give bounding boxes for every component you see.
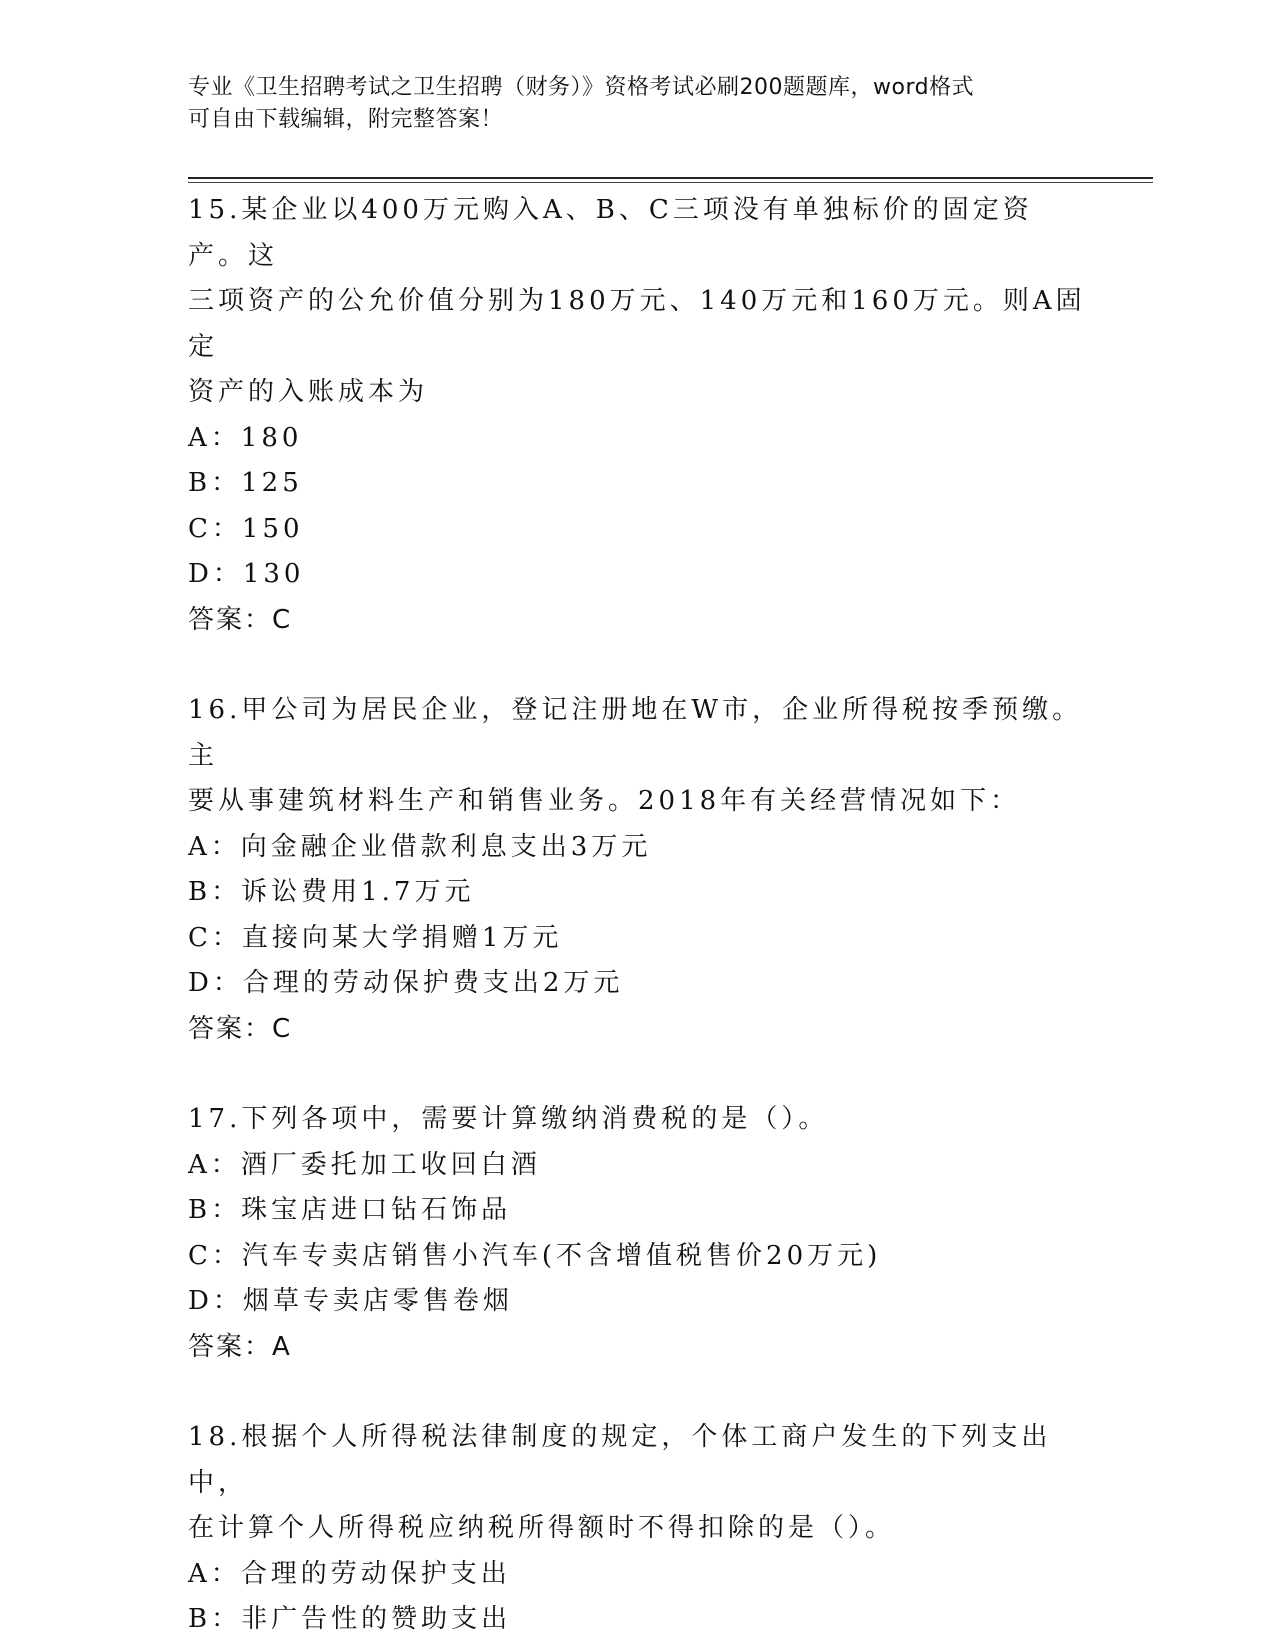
option-a: A：180 <box>188 422 303 453</box>
option-a: A：酒厂委托加工收回白酒 <box>188 1149 541 1180</box>
question-16 <box>188 688 1088 1052</box>
answer-line: 答案：C <box>188 1013 293 1044</box>
option-d: D：130 <box>188 559 305 589</box>
question-stem-line: 16.甲公司为居民企业，登记注册地在W市，企业所得税按季预缴。主 <box>188 695 1083 771</box>
question-17 <box>188 1097 1088 1370</box>
question-stem-line: 18.根据个人所得税法律制度的规定，个体工商户发生的下列支出中， <box>188 1422 1052 1498</box>
option-c: C：150 <box>188 513 304 544</box>
question-list <box>188 188 1088 1643</box>
option-a: A：合理的劳动保护支出 <box>188 1558 511 1589</box>
question-spacer <box>188 643 1088 688</box>
question-stem-line: 17.下列各项中，需要计算缴纳消费税的是（）。 <box>188 1104 829 1134</box>
question-18 <box>188 1415 1088 1643</box>
header-line-1: 专业《卫生招聘考试之卫生招聘（财务）》资格考试必刷200题题库，word格式 <box>188 75 975 100</box>
document-header <box>188 72 1088 136</box>
answer-line: 答案：C <box>188 604 293 635</box>
question-stem-line: 在计算个人所得税应纳税所得额时不得扣除的是（）。 <box>188 1513 896 1543</box>
option-a: A：向金融企业借款利息支出3万元 <box>188 831 652 862</box>
option-b: B：珠宝店进口钻石饰品 <box>188 1195 512 1225</box>
header-divider-thick <box>188 177 1153 179</box>
option-c: C：直接向某大学捐赠1万元 <box>188 922 563 953</box>
option-d: D：合理的劳动保护费支出2万元 <box>188 968 624 998</box>
option-b: B：非广告性的赞助支出 <box>188 1604 512 1634</box>
question-15 <box>188 188 1088 643</box>
option-b: B：125 <box>188 468 303 498</box>
option-c: C：汽车专卖店销售小汽车(不含增值税售价20万元) <box>188 1240 882 1271</box>
header-divider-thin <box>188 182 1153 183</box>
question-spacer <box>188 1052 1088 1097</box>
answer-line: 答案：A <box>188 1331 292 1362</box>
question-stem-line: 15.某企业以400万元购入A、B、C三项没有单独标价的固定资产。这 <box>188 195 1033 271</box>
option-d: D：烟草专卖店零售卷烟 <box>188 1286 513 1316</box>
question-spacer <box>188 1370 1088 1415</box>
question-stem-line: 三项资产的公允价值分别为180万元、140万元和160万元。则A固定 <box>188 286 1086 362</box>
question-stem-line: 资产的入账成本为 <box>188 377 429 407</box>
question-stem-line: 要从事建筑材料生产和销售业务。2018年有关经营情况如下： <box>188 786 1021 816</box>
header-line-2: 可自由下载编辑，附完整答案！ <box>188 107 504 132</box>
option-b: B：诉讼费用1.7万元 <box>188 877 475 907</box>
